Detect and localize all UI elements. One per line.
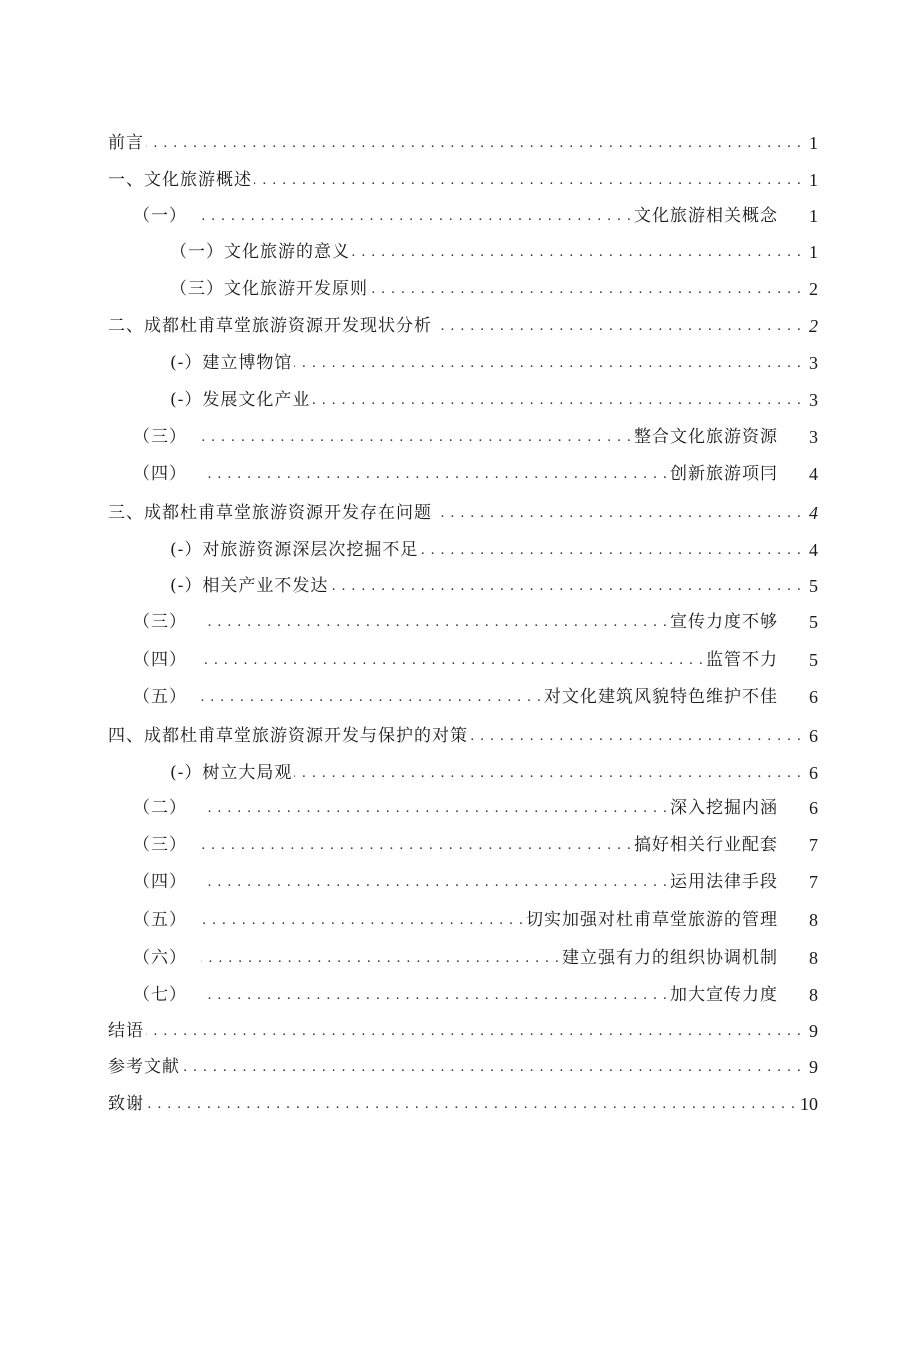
toc-entry-marker: （三） xyxy=(170,279,224,299)
toc-entry-marker: （四） xyxy=(133,464,187,484)
toc-entry-3-5[interactable] xyxy=(133,684,818,710)
toc-entry-marker: (-） xyxy=(170,763,203,783)
toc-entry-3-2[interactable] xyxy=(170,573,818,599)
toc-entry-title: 成都杜甫草堂旅游资源开发与保护的对策 xyxy=(144,726,468,746)
toc-entry-1-1[interactable] xyxy=(133,203,818,229)
toc-page-number: 1 xyxy=(809,206,818,226)
toc-page-number: 5 xyxy=(809,576,818,596)
toc-page-number: 3 xyxy=(809,427,818,447)
dot-leader xyxy=(201,869,668,895)
toc-entry-title: 致谢 xyxy=(108,1094,144,1114)
toc-entry-marker: （三） xyxy=(133,612,187,632)
toc-entry-title: 对旅游资源深层次挖掘不足 xyxy=(202,540,419,560)
dot-leader xyxy=(201,647,704,673)
toc-entry-marker: 二、 xyxy=(108,316,144,336)
dot-leader xyxy=(201,424,632,450)
dot-leader xyxy=(370,276,802,302)
dot-leader xyxy=(201,982,668,1008)
dot-leader xyxy=(182,1054,802,1080)
toc-entry-marker: (-） xyxy=(170,353,203,373)
toc-page-number: 5 xyxy=(809,612,818,632)
toc-entry-references[interactable] xyxy=(108,1054,818,1080)
toc-entry-title: 监管不力 xyxy=(706,650,778,670)
dot-leader xyxy=(201,203,632,229)
toc-page-number: 8 xyxy=(809,948,818,968)
dot-leader xyxy=(312,387,802,413)
toc-entry-marker: (-） xyxy=(170,390,203,410)
toc-page-number: 9 xyxy=(809,1021,818,1041)
toc-page-number: 4 xyxy=(809,464,818,484)
toc-entry-title: 参考文献 xyxy=(108,1057,180,1077)
dot-leader xyxy=(146,1091,796,1117)
toc-page-number: 8 xyxy=(809,985,818,1005)
toc-page-number: 6 xyxy=(809,687,818,707)
toc-entry-title: 文化旅游概述 xyxy=(144,170,252,190)
toc-page-number: 4 xyxy=(809,540,818,560)
dot-leader xyxy=(146,130,802,156)
toc-entry-title: 深入挖掘内涵 xyxy=(670,798,778,818)
toc-entry-title: 前言 xyxy=(108,133,144,153)
toc-page-number: 3 xyxy=(809,353,818,373)
dot-leader xyxy=(254,167,802,193)
toc-entry-title: 文化旅游的意义 xyxy=(224,242,350,262)
toc-entry-conclusion[interactable] xyxy=(108,1018,818,1044)
toc-page-number: 1 xyxy=(809,133,818,153)
toc-page-number: 7 xyxy=(809,835,818,855)
dot-leader xyxy=(201,832,632,858)
toc-entry-marker: （五） xyxy=(133,910,187,930)
toc-entry-title: 结语 xyxy=(108,1021,144,1041)
dot-leader xyxy=(294,760,802,786)
toc-page-number: 1 xyxy=(809,170,818,190)
toc-entry-title: 文化旅游开发原则 xyxy=(224,279,368,299)
toc-entry-title: 宣传力度不够 xyxy=(670,612,778,632)
toc-entry-marker: 四、 xyxy=(108,726,144,746)
dot-leader xyxy=(294,350,802,376)
toc-entry-marker: 三、 xyxy=(108,503,144,523)
toc-page-number: 7 xyxy=(809,872,818,892)
toc-page-number: 6 xyxy=(809,798,818,818)
toc-entry-marker: （五） xyxy=(133,687,187,707)
toc-page-number: 2 xyxy=(809,316,818,336)
toc-entry-marker: 一、 xyxy=(108,170,144,190)
toc-entry-title: 加大宣传力度 xyxy=(670,985,778,1005)
toc-page-number: 5 xyxy=(809,650,818,670)
toc-entry-marker: （四） xyxy=(133,872,187,892)
toc-page-number: 8 xyxy=(809,910,818,930)
toc-entry-marker: （二） xyxy=(133,798,187,818)
toc-entry-title: 整合文化旅游资源 xyxy=(634,427,778,447)
toc-page-number: 1 xyxy=(809,242,818,262)
toc-entry-title: 建立强有力的组织协调机制 xyxy=(562,948,778,968)
dot-leader xyxy=(201,609,668,635)
toc-entry-marker: （一） xyxy=(170,242,224,262)
toc-entry-4-6[interactable] xyxy=(133,945,818,971)
toc-entry-title: 建立博物馆 xyxy=(202,353,293,373)
toc-page-number: 2 xyxy=(809,279,818,299)
toc-page-number: 6 xyxy=(809,763,818,783)
toc-entry-1-3[interactable] xyxy=(170,276,818,302)
toc-entry-title: 成都杜甫草堂旅游资源开发存在问题 xyxy=(144,503,432,523)
dot-leader xyxy=(201,945,560,971)
toc-entry-4-2[interactable] xyxy=(133,795,818,821)
toc-entry-title: 成都杜甫草堂旅游资源开发现状分析 xyxy=(144,316,432,336)
toc-entry-marker: （三） xyxy=(133,835,187,855)
dot-leader xyxy=(201,461,668,487)
dot-leader xyxy=(201,684,542,710)
toc-entry-title: 创新旅游项冃 xyxy=(670,464,778,484)
toc-entry-marker: （六） xyxy=(133,948,187,968)
toc-entry-title: 切实加强对杜甫草堂旅游的管理 xyxy=(526,910,778,930)
toc-entry-marker: （四） xyxy=(133,650,187,670)
toc-entry-2-1[interactable] xyxy=(170,350,818,376)
toc-entry-4-1[interactable] xyxy=(170,760,818,786)
dot-leader xyxy=(470,723,802,749)
toc-page-number: 10 xyxy=(800,1094,818,1114)
toc-entry-title: 树立大局观 xyxy=(202,763,293,783)
toc-entry-marker: (-） xyxy=(170,540,203,560)
toc-entry-marker: （三） xyxy=(133,427,187,447)
toc-page-number: 4 xyxy=(809,503,818,523)
toc-entry-chapter-2[interactable] xyxy=(108,313,818,339)
toc-entry-title: 相关产业不发达 xyxy=(202,576,329,596)
toc-entry-marker: (-） xyxy=(170,576,203,596)
toc-entry-marker: （一） xyxy=(133,206,187,226)
toc-entry-3-3[interactable] xyxy=(133,609,818,635)
dot-leader xyxy=(434,313,802,339)
toc-page-number: 3 xyxy=(809,390,818,410)
toc-entry-title: 搞好相关行业配套 xyxy=(634,835,778,855)
toc-entry-4-4[interactable] xyxy=(133,869,818,895)
dot-leader xyxy=(434,500,802,526)
dot-leader xyxy=(420,537,802,563)
toc-entry-3-1[interactable] xyxy=(170,537,818,563)
dot-leader xyxy=(146,1018,802,1044)
toc-entry-title: 运用法律手段 xyxy=(670,872,778,892)
toc-entry-1-2[interactable] xyxy=(170,239,818,265)
toc-entry-marker: （七） xyxy=(133,985,187,1005)
toc-entry-chapter-3[interactable] xyxy=(108,500,818,526)
toc-entry-4-3[interactable] xyxy=(133,832,818,858)
dot-leader xyxy=(201,795,668,821)
dot-leader xyxy=(352,239,802,265)
toc-entry-2-3[interactable] xyxy=(133,424,818,450)
toc-entry-2-4[interactable] xyxy=(133,461,818,487)
toc-entry-3-4[interactable] xyxy=(133,647,818,673)
toc-page-number: 9 xyxy=(809,1057,818,1077)
toc-entry-title: 文化旅游相关概念 xyxy=(634,206,778,226)
toc-entry-4-5[interactable] xyxy=(133,907,818,933)
toc-page-number: 6 xyxy=(809,726,818,746)
toc-entry-title: 对文化建筑风貌特色维护不佳 xyxy=(544,687,778,707)
toc-entry-4-7[interactable] xyxy=(133,982,818,1008)
toc-entry-2-2[interactable] xyxy=(170,387,818,413)
toc-entry-chapter-4[interactable] xyxy=(108,723,818,749)
dot-leader xyxy=(330,573,802,599)
toc-entry-title: 发展文化产业 xyxy=(202,390,311,410)
toc-entry-acknowledgements[interactable] xyxy=(108,1091,818,1117)
toc-entry-preface[interactable] xyxy=(108,130,818,156)
dot-leader xyxy=(201,907,524,933)
toc-entry-chapter-1[interactable] xyxy=(108,167,818,193)
